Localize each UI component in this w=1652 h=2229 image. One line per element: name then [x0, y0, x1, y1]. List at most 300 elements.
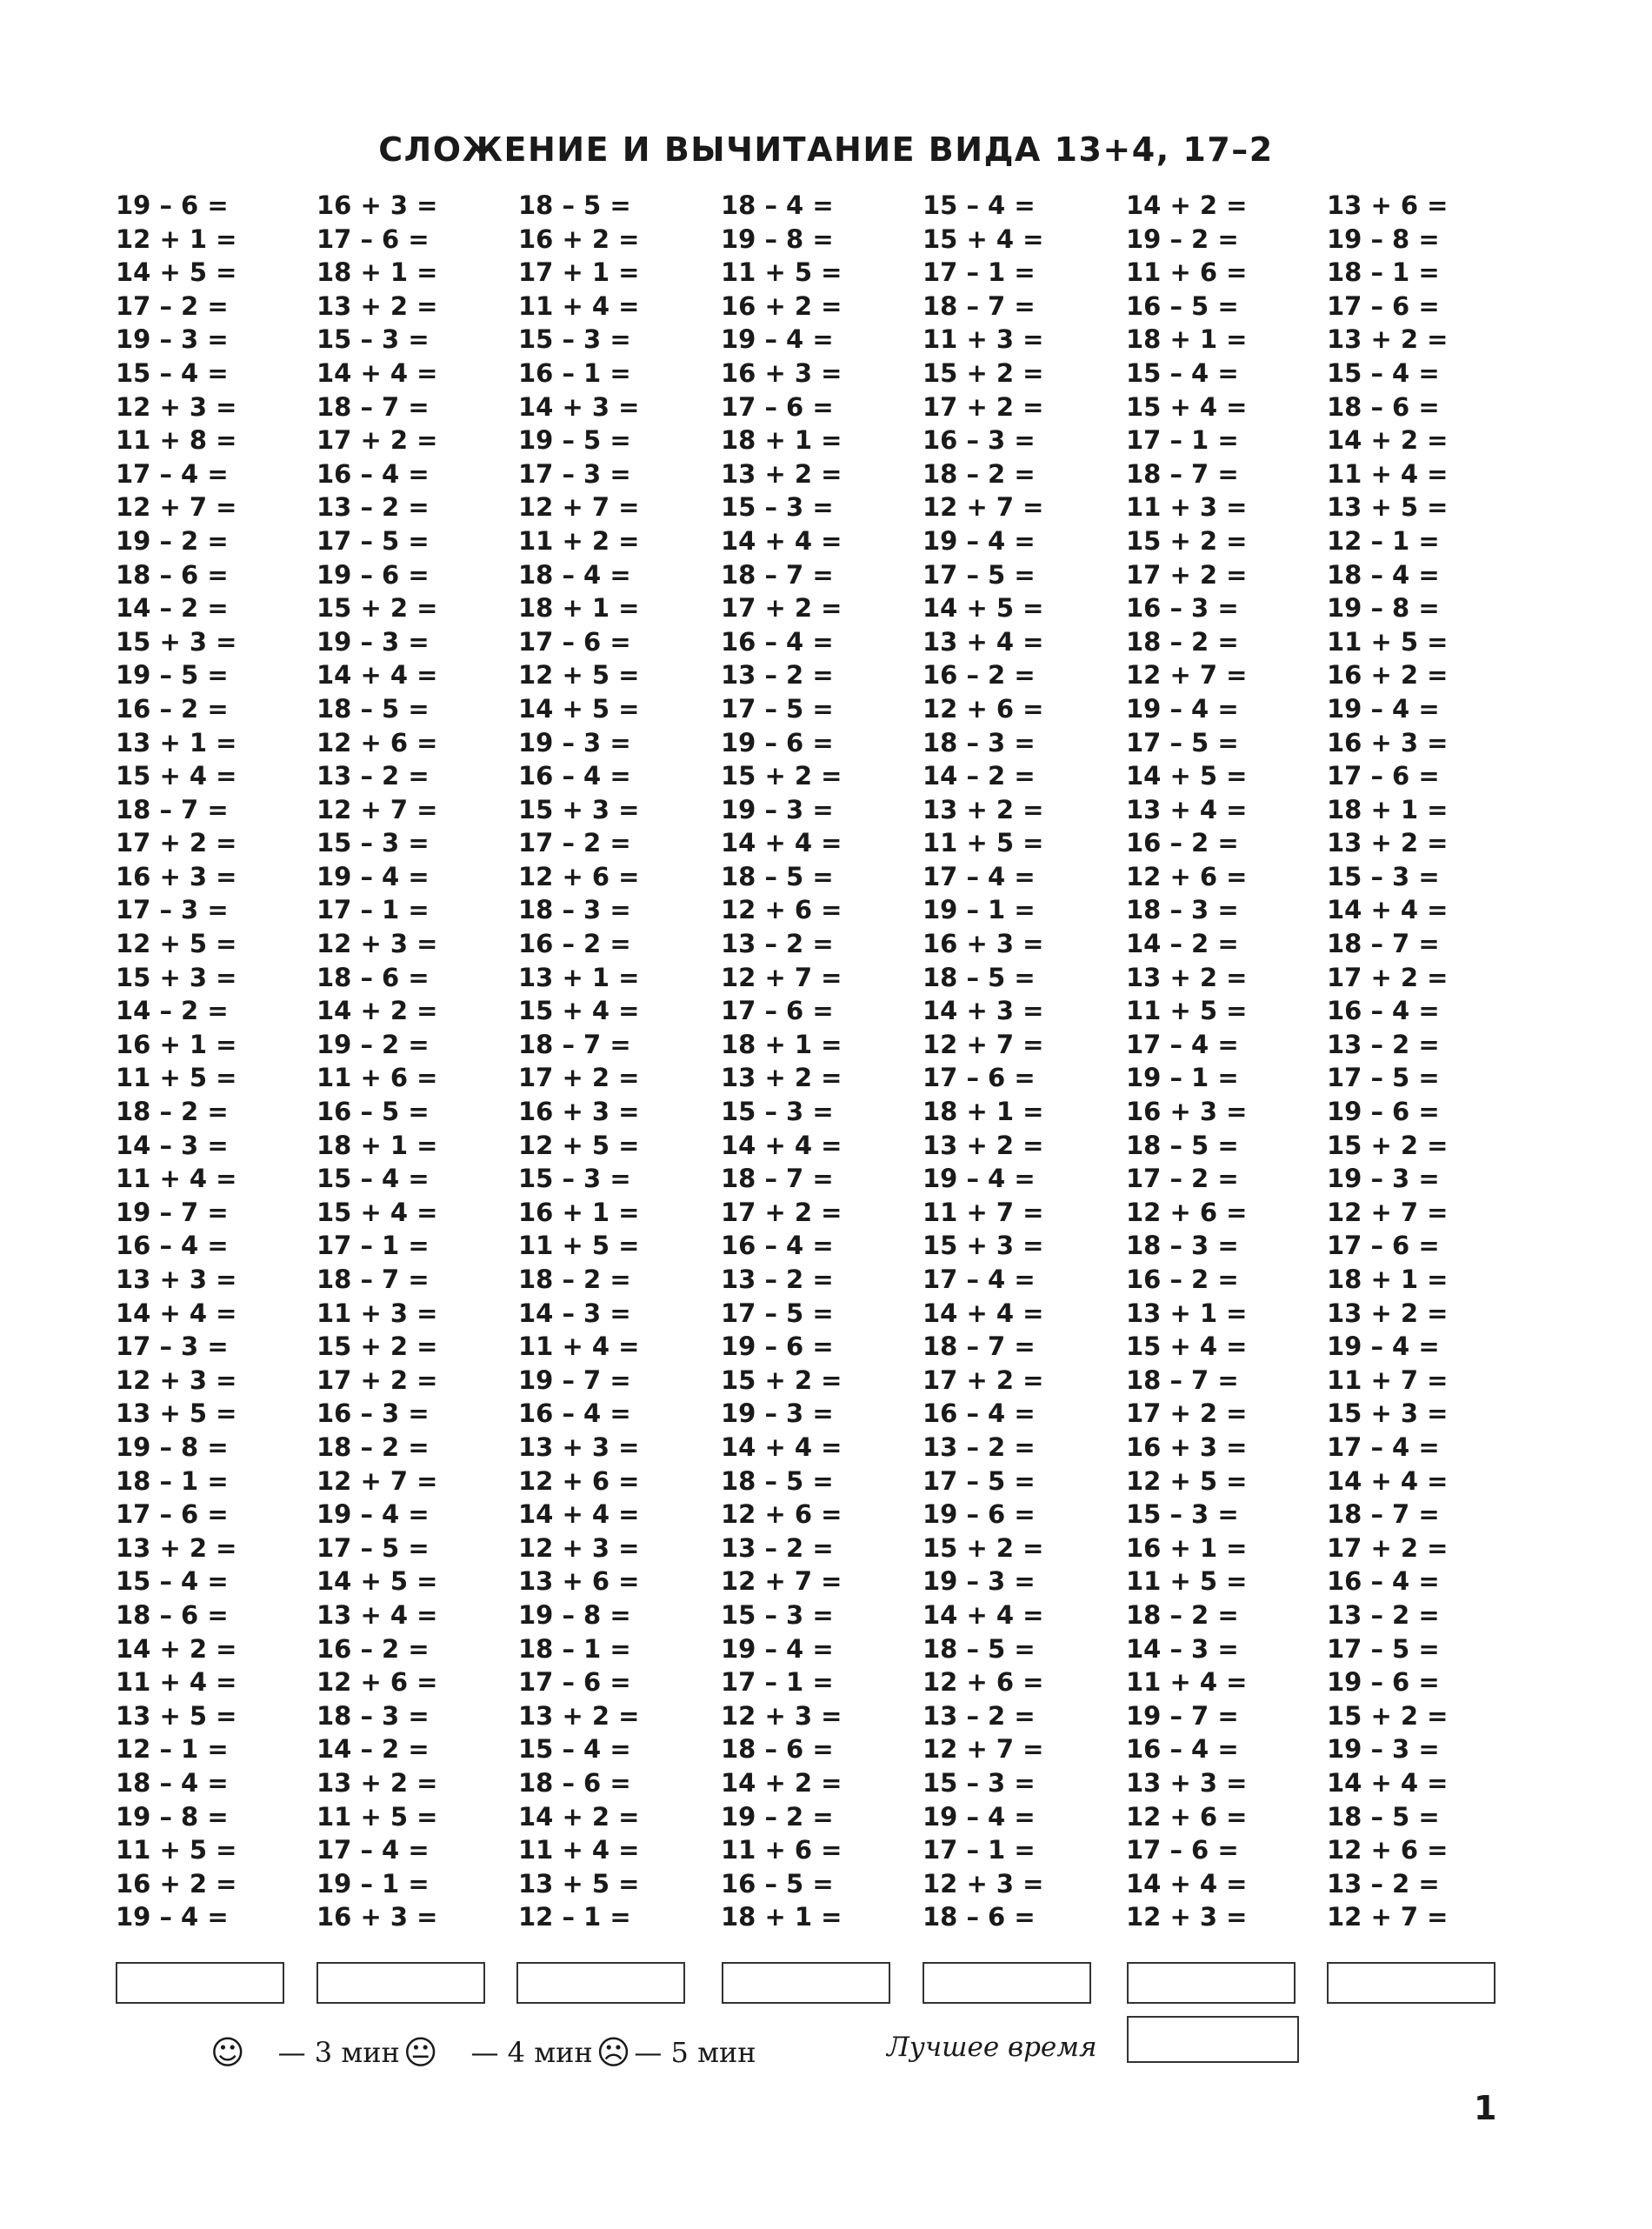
exercise: 13 – 2 =	[1327, 1029, 1440, 1059]
exercise: 14 + 2 =	[721, 1767, 843, 1798]
exercise: 12 + 3 =	[1126, 1902, 1248, 1932]
exercise: 12 + 5 =	[518, 1130, 640, 1160]
exercise: 18 – 7 =	[1327, 929, 1440, 959]
exercise: 14 + 4 =	[1126, 1868, 1248, 1899]
exercise-column	[923, 189, 1105, 1934]
exercise: 18 – 3 =	[1126, 1231, 1239, 1261]
exercise: 18 + 1 =	[316, 257, 438, 288]
exercise: 11 + 5 =	[116, 1063, 237, 1093]
exercise: 15 + 2 =	[1327, 1130, 1449, 1160]
exercise: 12 + 6 =	[721, 895, 843, 925]
exercise: 17 + 2 =	[721, 1197, 843, 1227]
time-legend	[210, 2026, 756, 2079]
exercise: 11 + 2 =	[518, 525, 640, 556]
exercise: 16 – 4 =	[116, 1231, 229, 1261]
exercise: 17 – 1 =	[923, 1835, 1036, 1865]
exercise: 13 + 3 =	[1126, 1767, 1248, 1798]
exercise: 18 – 4 =	[721, 190, 834, 220]
exercise: 12 + 3 =	[116, 1365, 237, 1395]
exercise: 16 – 5 =	[316, 1097, 430, 1127]
exercise: 11 + 5 =	[1126, 1566, 1248, 1597]
exercise: 19 – 4 =	[923, 1801, 1036, 1832]
exercise: 14 + 5 =	[316, 1566, 438, 1597]
exercise: 17 + 2 =	[316, 425, 438, 456]
exercise: 16 – 4 =	[518, 761, 631, 791]
exercise: 13 + 4 =	[923, 626, 1044, 657]
exercise: 16 – 4 =	[316, 458, 430, 489]
exercise: 19 – 3 =	[1327, 1734, 1440, 1765]
exercise: 19 – 8 =	[721, 224, 834, 254]
exercise: 17 – 5 =	[316, 1532, 430, 1563]
exercise: 12 + 6 =	[923, 693, 1044, 724]
answer-box-2[interactable]	[316, 1962, 485, 2004]
exercise: 18 – 2 =	[1126, 1599, 1239, 1630]
exercise: 11 + 5 =	[1327, 626, 1449, 657]
neutral-face-icon: 😐	[403, 2033, 438, 2072]
exercise: 12 + 6 =	[721, 1499, 843, 1530]
exercise: 13 – 2 =	[316, 492, 430, 523]
exercise: 17 – 3 =	[518, 458, 631, 489]
exercise: 14 + 2 =	[116, 1633, 237, 1664]
exercise: 12 + 7 =	[518, 492, 640, 523]
exercise: 13 + 2 =	[316, 290, 438, 321]
exercise: 11 + 7 =	[923, 1197, 1044, 1227]
exercise: 17 – 6 =	[116, 1499, 229, 1530]
exercise: 18 – 7 =	[1126, 458, 1239, 489]
exercise-column	[721, 189, 903, 1934]
exercise: 17 + 2 =	[1327, 962, 1449, 992]
exercise: 12 + 7 =	[1126, 660, 1248, 691]
exercise: 18 – 6 =	[316, 962, 430, 992]
smile-face-icon: ☺	[210, 2033, 245, 2072]
exercise: 19 – 7 =	[116, 1197, 229, 1227]
exercise: 17 – 6 =	[1327, 1231, 1440, 1261]
exercise: 16 + 3 =	[116, 861, 237, 891]
exercise: 18 – 5 =	[721, 861, 834, 891]
exercise: 17 – 5 =	[1327, 1633, 1440, 1664]
exercise: 12 + 3 =	[518, 1532, 640, 1563]
exercise: 14 + 4 =	[923, 1298, 1044, 1328]
exercise: 11 + 6 =	[1126, 257, 1248, 288]
exercise: 17 – 2 =	[1126, 1164, 1239, 1194]
exercise: 16 – 4 =	[1327, 996, 1440, 1026]
legend-3-min: — 3 мин	[277, 2036, 400, 2069]
exercise: 13 + 6 =	[518, 1566, 640, 1597]
exercise: 15 + 3 =	[1327, 1398, 1449, 1429]
exercise: 18 – 7 =	[518, 1029, 631, 1059]
exercise: 19 – 8 =	[116, 1801, 229, 1832]
exercise: 16 – 2 =	[316, 1633, 430, 1664]
exercise: 13 + 5 =	[116, 1700, 237, 1731]
exercise: 11 + 4 =	[116, 1164, 237, 1194]
exercise: 19 – 7 =	[518, 1365, 631, 1395]
exercise: 18 – 1 =	[116, 1465, 229, 1496]
exercise: 13 + 2 =	[923, 794, 1044, 824]
exercise: 19 – 4 =	[721, 1633, 834, 1664]
exercise: 16 – 1 =	[518, 357, 631, 388]
exercise: 15 + 4 =	[1126, 1331, 1248, 1362]
exercise: 14 + 4 =	[1327, 1465, 1449, 1496]
exercise: 14 + 4 =	[1327, 1767, 1449, 1798]
exercise: 17 – 2 =	[116, 290, 229, 321]
exercise: 16 – 5 =	[1126, 290, 1239, 321]
exercise: 19 – 3 =	[518, 727, 631, 757]
exercise: 19 – 8 =	[1327, 593, 1440, 624]
exercise: 18 – 4 =	[1327, 559, 1440, 590]
exercise: 18 – 7 =	[923, 1331, 1036, 1362]
exercise: 15 + 3 =	[116, 626, 237, 657]
exercise: 15 + 2 =	[923, 357, 1044, 388]
exercise: 17 – 4 =	[116, 458, 229, 489]
exercise: 19 – 6 =	[1327, 1667, 1440, 1698]
exercise: 17 – 6 =	[1327, 290, 1440, 321]
exercise: 17 + 2 =	[1126, 559, 1248, 590]
exercise: 17 – 6 =	[518, 1667, 631, 1698]
exercise: 17 + 2 =	[1126, 1398, 1248, 1429]
exercise: 12 + 5 =	[116, 929, 237, 959]
exercise: 16 – 3 =	[316, 1398, 430, 1429]
page-number: 1	[1474, 2089, 1497, 2127]
exercise: 18 – 5 =	[316, 693, 430, 724]
exercise: 14 + 2 =	[518, 1801, 640, 1832]
exercise: 14 – 2 =	[1126, 929, 1239, 959]
exercise: 15 + 3 =	[518, 794, 640, 824]
exercise: 11 + 5 =	[721, 257, 843, 288]
exercise: 18 – 2 =	[923, 458, 1036, 489]
exercise: 15 + 2 =	[1327, 1700, 1449, 1731]
exercise: 13 + 5 =	[518, 1868, 640, 1899]
exercise: 14 – 2 =	[316, 1734, 430, 1765]
exercise: 18 + 1 =	[1126, 324, 1248, 355]
exercise: 14 + 4 =	[721, 828, 843, 858]
exercise: 13 + 5 =	[116, 1398, 237, 1429]
answer-box-1[interactable]	[116, 1962, 284, 2004]
exercise: 14 – 3 =	[1126, 1633, 1239, 1664]
exercise: 15 + 4 =	[1126, 391, 1248, 422]
exercise: 12 + 7 =	[1327, 1902, 1449, 1932]
exercise: 14 – 2 =	[923, 761, 1036, 791]
exercise: 13 + 2 =	[721, 1063, 843, 1093]
exercise: 18 – 2 =	[316, 1431, 430, 1462]
exercise: 18 – 5 =	[518, 190, 631, 220]
exercise: 11 + 6 =	[316, 1063, 438, 1093]
exercise: 14 + 2 =	[316, 996, 438, 1026]
exercise: 15 + 4 =	[116, 761, 237, 791]
exercise: 15 – 3 =	[721, 1599, 834, 1630]
exercise: 11 + 4 =	[116, 1667, 237, 1698]
exercise: 16 – 5 =	[721, 1868, 834, 1899]
exercise: 13 + 3 =	[518, 1431, 640, 1462]
exercise: 15 + 2 =	[923, 1532, 1044, 1563]
exercise: 19 – 4 =	[923, 1164, 1036, 1194]
exercise: 19 – 2 =	[721, 1801, 834, 1832]
exercise: 15 – 4 =	[518, 1734, 631, 1765]
exercise: 12 + 7 =	[923, 1734, 1044, 1765]
exercise: 13 – 2 =	[923, 1431, 1036, 1462]
exercise-column	[1126, 189, 1309, 1934]
exercise: 18 – 2 =	[518, 1265, 631, 1294]
exercise: 14 + 4 =	[721, 525, 843, 556]
exercise: 12 + 6 =	[518, 1465, 640, 1496]
exercise: 13 + 6 =	[1327, 190, 1449, 220]
exercise: 19 – 6 =	[1327, 1097, 1440, 1127]
exercise: 15 + 2 =	[316, 1331, 438, 1362]
exercise: 12 + 6 =	[316, 1667, 438, 1698]
exercise: 18 + 1 =	[316, 1130, 438, 1160]
exercise: 13 + 2 =	[1327, 828, 1449, 858]
exercise: 16 + 3 =	[923, 929, 1044, 959]
exercise: 19 – 4 =	[116, 1902, 229, 1932]
answer-box-3[interactable]	[516, 1962, 685, 2004]
exercise: 18 – 7 =	[1327, 1499, 1440, 1530]
exercise: 18 – 3 =	[1126, 895, 1239, 925]
frown-face-icon: ☹	[596, 2033, 631, 2072]
exercise: 13 – 2 =	[721, 1265, 834, 1294]
exercise: 19 – 3 =	[721, 794, 834, 824]
exercise: 17 – 1 =	[316, 895, 430, 925]
exercise: 15 – 4 =	[923, 190, 1036, 220]
exercise: 19 – 8 =	[116, 1431, 229, 1462]
exercise: 19 – 5 =	[518, 425, 631, 456]
exercise: 17 – 6 =	[721, 996, 834, 1026]
exercise: 16 – 4 =	[518, 1398, 631, 1429]
exercise: 12 + 7 =	[923, 492, 1044, 523]
exercise: 16 – 4 =	[721, 1231, 834, 1261]
exercise: 16 + 1 =	[116, 1029, 237, 1059]
exercise: 11 + 5 =	[316, 1801, 438, 1832]
exercise: 18 – 4 =	[518, 559, 631, 590]
exercise: 15 + 3 =	[116, 962, 237, 992]
exercise: 12 + 5 =	[518, 660, 640, 691]
exercise: 16 + 3 =	[721, 357, 843, 388]
exercise: 12 + 6 =	[1126, 1197, 1248, 1227]
exercise: 12 + 7 =	[923, 1029, 1044, 1059]
exercise: 12 + 6 =	[1327, 1835, 1449, 1865]
exercise: 13 – 2 =	[1327, 1599, 1440, 1630]
exercise: 16 – 2 =	[1126, 1265, 1239, 1294]
exercise: 16 + 3 =	[1327, 727, 1449, 757]
exercise: 16 + 2 =	[721, 290, 843, 321]
exercise: 14 + 4 =	[316, 660, 438, 691]
exercise: 16 + 3 =	[316, 1902, 438, 1932]
exercise: 17 – 2 =	[518, 828, 631, 858]
exercise: 12 + 7 =	[316, 794, 438, 824]
exercise: 18 – 5 =	[923, 1633, 1036, 1664]
exercise: 18 – 6 =	[116, 1599, 229, 1630]
exercise: 13 + 2 =	[1327, 1298, 1449, 1328]
exercise: 18 – 1 =	[518, 1633, 631, 1664]
exercise: 15 + 4 =	[316, 1197, 438, 1227]
exercise: 12 + 7 =	[721, 962, 843, 992]
exercise: 17 – 6 =	[316, 224, 430, 254]
exercise: 12 – 1 =	[116, 1734, 229, 1765]
exercise: 18 + 1 =	[721, 425, 843, 456]
best-time-label: Лучшее время	[887, 2032, 1097, 2063]
exercise: 17 + 1 =	[518, 257, 640, 288]
exercise: 17 – 6 =	[721, 391, 834, 422]
exercise: 14 + 3 =	[923, 996, 1044, 1026]
exercise: 11 + 3 =	[316, 1298, 438, 1328]
exercise: 13 – 2 =	[721, 929, 834, 959]
exercise: 17 – 1 =	[1126, 425, 1239, 456]
exercise: 16 + 1 =	[518, 1197, 640, 1227]
exercise: 11 + 6 =	[721, 1835, 843, 1865]
exercise: 19 – 1 =	[923, 895, 1036, 925]
exercise: 19 – 3 =	[316, 626, 430, 657]
exercise: 15 – 4 =	[1327, 357, 1440, 388]
exercise: 18 – 6 =	[721, 1734, 834, 1765]
exercise: 16 – 2 =	[1126, 828, 1239, 858]
exercise: 12 + 3 =	[923, 1868, 1044, 1899]
legend-5-min: — 5 мин	[634, 2036, 756, 2069]
best-time-box[interactable]	[1127, 2016, 1299, 2063]
exercise: 16 + 3 =	[518, 1097, 640, 1127]
exercise: 14 + 4 =	[721, 1431, 843, 1462]
exercise-column	[116, 189, 298, 1934]
answer-box-6[interactable]	[1127, 1962, 1296, 2004]
exercise: 12 + 3 =	[316, 929, 438, 959]
exercise: 13 + 4 =	[316, 1599, 438, 1630]
exercise: 18 – 6 =	[518, 1767, 631, 1798]
exercise: 17 – 3 =	[116, 1331, 229, 1362]
exercise: 13 + 2 =	[1327, 324, 1449, 355]
page-title: СЛОЖЕНИЕ И ВЫЧИТАНИЕ ВИДА 13+4, 17–2	[378, 130, 1274, 169]
exercise: 18 + 1 =	[721, 1902, 843, 1932]
exercise: 17 – 4 =	[1327, 1431, 1440, 1462]
exercise: 11 + 5 =	[1126, 996, 1248, 1026]
exercise: 17 – 4 =	[923, 861, 1036, 891]
exercise: 19 – 6 =	[923, 1499, 1036, 1530]
exercise: 18 – 1 =	[1327, 257, 1440, 288]
exercise: 13 + 2 =	[923, 1130, 1044, 1160]
exercise: 14 + 2 =	[1126, 190, 1248, 220]
exercise: 19 – 3 =	[923, 1566, 1036, 1597]
exercise: 15 + 4 =	[518, 996, 640, 1026]
exercise: 18 – 7 =	[923, 290, 1036, 321]
exercise: 15 – 3 =	[518, 324, 631, 355]
exercise: 18 – 5 =	[1327, 1801, 1440, 1832]
exercise: 17 – 6 =	[518, 626, 631, 657]
exercise: 17 + 2 =	[923, 1365, 1044, 1395]
exercise: 14 – 3 =	[518, 1298, 631, 1328]
exercise: 16 – 4 =	[923, 1398, 1036, 1429]
exercise: 14 + 5 =	[923, 593, 1044, 624]
exercise: 13 + 1 =	[1126, 1298, 1248, 1328]
exercise: 16 + 2 =	[1327, 660, 1449, 691]
exercise: 18 – 2 =	[1126, 626, 1239, 657]
exercise: 19 – 4 =	[1126, 693, 1239, 724]
exercise: 15 + 2 =	[1126, 525, 1248, 556]
exercise: 17 – 4 =	[316, 1835, 430, 1865]
exercise: 14 + 3 =	[518, 391, 640, 422]
exercise: 12 + 6 =	[1126, 861, 1248, 891]
exercise: 11 + 5 =	[923, 828, 1044, 858]
exercise: 12 + 7 =	[316, 1465, 438, 1496]
exercise: 15 – 3 =	[316, 324, 430, 355]
exercise: 18 – 4 =	[116, 1767, 229, 1798]
exercise: 19 – 5 =	[116, 660, 229, 691]
exercise: 18 – 7 =	[316, 391, 430, 422]
answer-box-7[interactable]	[1327, 1962, 1495, 2004]
exercise: 15 + 2 =	[721, 761, 843, 791]
exercise: 18 + 1 =	[1327, 794, 1449, 824]
exercise: 16 – 2 =	[116, 693, 229, 724]
exercise: 12 – 1 =	[1327, 525, 1440, 556]
exercise: 13 + 2 =	[721, 458, 843, 489]
exercise: 13 – 2 =	[316, 761, 430, 791]
exercise: 18 – 6 =	[116, 559, 229, 590]
exercise: 13 + 2 =	[518, 1700, 640, 1731]
exercise: 18 – 7 =	[721, 1164, 834, 1194]
exercise: 13 – 2 =	[721, 660, 834, 691]
exercise: 17 – 5 =	[316, 525, 430, 556]
exercise: 11 + 4 =	[518, 1835, 640, 1865]
exercise: 17 – 6 =	[1327, 761, 1440, 791]
exercise: 16 + 1 =	[1126, 1532, 1248, 1563]
exercise: 12 – 1 =	[518, 1902, 631, 1932]
exercise: 17 – 5 =	[721, 693, 834, 724]
exercise: 14 + 2 =	[1327, 425, 1449, 456]
exercise: 17 + 2 =	[1327, 1532, 1449, 1563]
exercise: 12 + 7 =	[116, 492, 237, 523]
exercise: 16 – 4 =	[1327, 1566, 1440, 1597]
exercise: 16 – 4 =	[721, 626, 834, 657]
exercise: 12 + 6 =	[518, 861, 640, 891]
exercise: 19 – 4 =	[1327, 693, 1440, 724]
exercise: 14 + 4 =	[116, 1298, 237, 1328]
exercise: 14 + 4 =	[923, 1599, 1044, 1630]
exercise: 15 – 4 =	[116, 357, 229, 388]
exercise: 19 – 8 =	[518, 1599, 631, 1630]
exercise: 15 – 3 =	[923, 1767, 1036, 1798]
exercise: 19 – 1 =	[316, 1868, 430, 1899]
exercise: 12 + 5 =	[1126, 1465, 1248, 1496]
exercise: 14 + 4 =	[721, 1130, 843, 1160]
exercise: 18 + 1 =	[518, 593, 640, 624]
exercise: 18 + 1 =	[721, 1029, 843, 1059]
exercise: 15 – 4 =	[316, 1164, 430, 1194]
exercise: 17 – 5 =	[721, 1298, 834, 1328]
answer-box-5[interactable]	[923, 1962, 1091, 2004]
exercise: 19 – 4 =	[316, 861, 430, 891]
exercise: 12 + 6 =	[316, 727, 438, 757]
exercise: 19 – 6 =	[721, 727, 834, 757]
exercise: 14 – 2 =	[116, 593, 229, 624]
exercise: 19 – 4 =	[923, 525, 1036, 556]
exercise: 18 – 5 =	[721, 1465, 834, 1496]
exercise: 15 – 3 =	[721, 1097, 834, 1127]
answer-box-4[interactable]	[722, 1962, 890, 2004]
exercise: 17 – 1 =	[316, 1231, 430, 1261]
exercise: 15 – 4 =	[1126, 357, 1239, 388]
exercise: 18 + 1 =	[1327, 1265, 1449, 1294]
exercise: 11 + 7 =	[1327, 1365, 1449, 1395]
exercise: 19 – 8 =	[1327, 224, 1440, 254]
exercise: 19 – 6 =	[116, 190, 229, 220]
exercise: 18 – 3 =	[316, 1700, 430, 1731]
exercise: 18 – 3 =	[518, 895, 631, 925]
exercise: 17 + 2 =	[316, 1365, 438, 1395]
exercise: 17 – 5 =	[1327, 1063, 1440, 1093]
exercise-column	[518, 189, 701, 1934]
exercise: 14 – 2 =	[116, 996, 229, 1026]
exercise: 13 + 2 =	[1126, 962, 1248, 992]
exercise: 16 + 3 =	[1126, 1097, 1248, 1127]
exercise: 17 – 5 =	[923, 1465, 1036, 1496]
exercise: 17 – 5 =	[1126, 727, 1239, 757]
exercise: 11 + 4 =	[1327, 458, 1449, 489]
exercise: 12 + 6 =	[1126, 1801, 1248, 1832]
